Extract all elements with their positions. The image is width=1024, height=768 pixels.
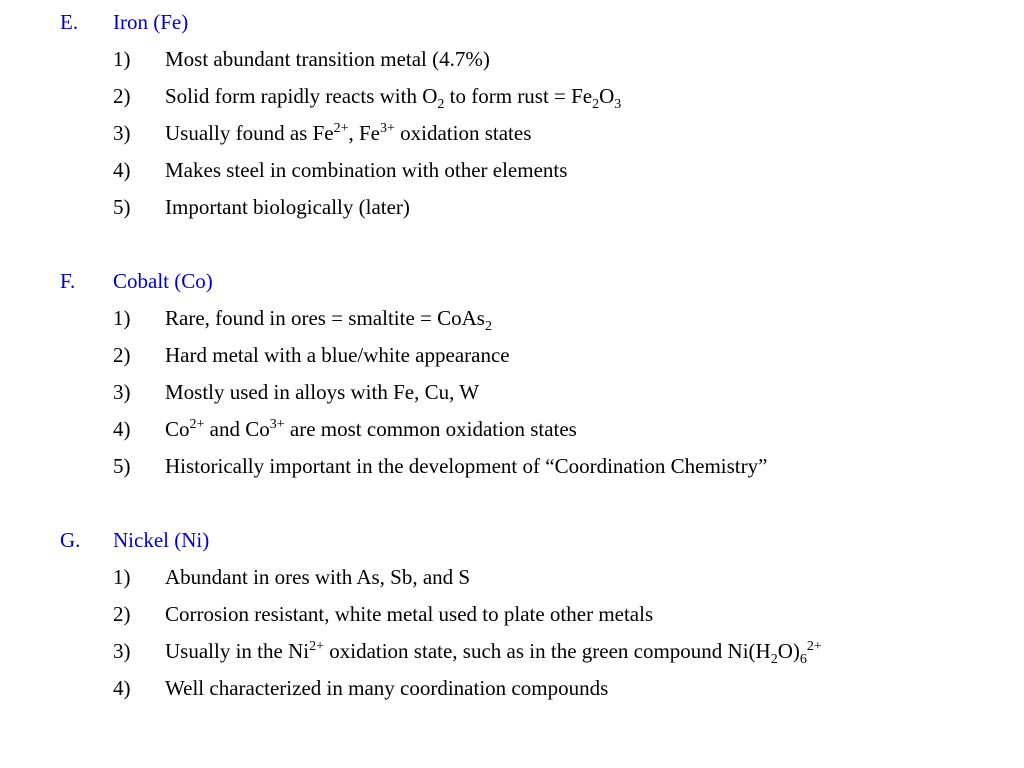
superscript: 3+ bbox=[269, 417, 285, 432]
subscript: 2 bbox=[770, 652, 778, 667]
item-number: 4) bbox=[113, 417, 131, 441]
section-marker: F. bbox=[60, 269, 76, 293]
section-marker: E. bbox=[60, 10, 79, 34]
item-text: Well characterized in many coordination compounds bbox=[165, 676, 609, 700]
item-text bbox=[165, 81, 621, 111]
text-part: Usually found as Fe bbox=[165, 121, 334, 145]
item-text: Important biologically (later) bbox=[165, 195, 410, 219]
superscript: 2+ bbox=[806, 639, 822, 654]
item-number: 3) bbox=[113, 380, 131, 404]
text-part: Rare, found in ores = smaltite = CoAs bbox=[165, 306, 485, 330]
superscript: 2+ bbox=[333, 121, 349, 136]
subscript: 6 bbox=[799, 652, 807, 667]
text-part: Usually in the Ni bbox=[165, 639, 310, 663]
superscript: 2+ bbox=[309, 639, 324, 654]
item-text bbox=[165, 414, 577, 444]
item-text: Historically important in the development of “Coordination Chemistry” bbox=[165, 454, 768, 478]
text-part: and Co bbox=[204, 417, 270, 441]
item-number: 3) bbox=[113, 121, 131, 145]
subscript: 3 bbox=[614, 97, 622, 112]
item-text: Hard metal with a blue/white appearance bbox=[165, 343, 510, 367]
section-title: Iron (Fe) bbox=[113, 10, 189, 34]
text-part: are most common oxidation states bbox=[284, 417, 577, 441]
item-text: Corrosion resistant, white metal used to plate other metals bbox=[165, 602, 654, 626]
item-number: 5) bbox=[113, 454, 131, 478]
item-number: 1) bbox=[113, 47, 131, 71]
item-number: 3) bbox=[113, 639, 131, 663]
item-text: Most abundant transition metal (4.7%) bbox=[165, 47, 490, 71]
item-number: 2) bbox=[113, 602, 131, 626]
item-text bbox=[165, 118, 531, 148]
item-text bbox=[165, 636, 822, 666]
text-part: oxidation state, such as in the green compound Ni(H bbox=[323, 639, 771, 663]
item-number: 1) bbox=[113, 565, 131, 589]
item-number: 4) bbox=[113, 676, 131, 700]
section-title: Cobalt (Co) bbox=[113, 269, 213, 293]
item-text: Mostly used in alloys with Fe, Cu, W bbox=[165, 380, 480, 404]
text-part: to form rust = Fe bbox=[444, 84, 593, 108]
text-part: O bbox=[599, 84, 615, 108]
section-marker: G. bbox=[60, 528, 81, 552]
item-number: 2) bbox=[113, 84, 131, 108]
text-part: Solid form rapidly reacts with O bbox=[165, 84, 438, 108]
item-text bbox=[165, 303, 492, 333]
subscript: 2 bbox=[484, 319, 492, 334]
text-part: oxidation states bbox=[394, 121, 532, 145]
item-text: Makes steel in combination with other elements bbox=[165, 158, 568, 182]
text-part: , Fe bbox=[348, 121, 380, 145]
text-part: O) bbox=[777, 639, 800, 663]
subscript: 2 bbox=[592, 97, 600, 112]
superscript: 3+ bbox=[379, 121, 395, 136]
text-part: Co bbox=[165, 417, 190, 441]
superscript: 2+ bbox=[189, 417, 205, 432]
item-number: 1) bbox=[113, 306, 131, 330]
section-title: Nickel (Ni) bbox=[113, 528, 210, 552]
item-number: 2) bbox=[113, 343, 131, 367]
item-number: 4) bbox=[113, 158, 131, 182]
item-text: Abundant in ores with As, Sb, and S bbox=[165, 565, 471, 589]
subscript: 2 bbox=[437, 97, 445, 112]
item-number: 5) bbox=[113, 195, 131, 219]
